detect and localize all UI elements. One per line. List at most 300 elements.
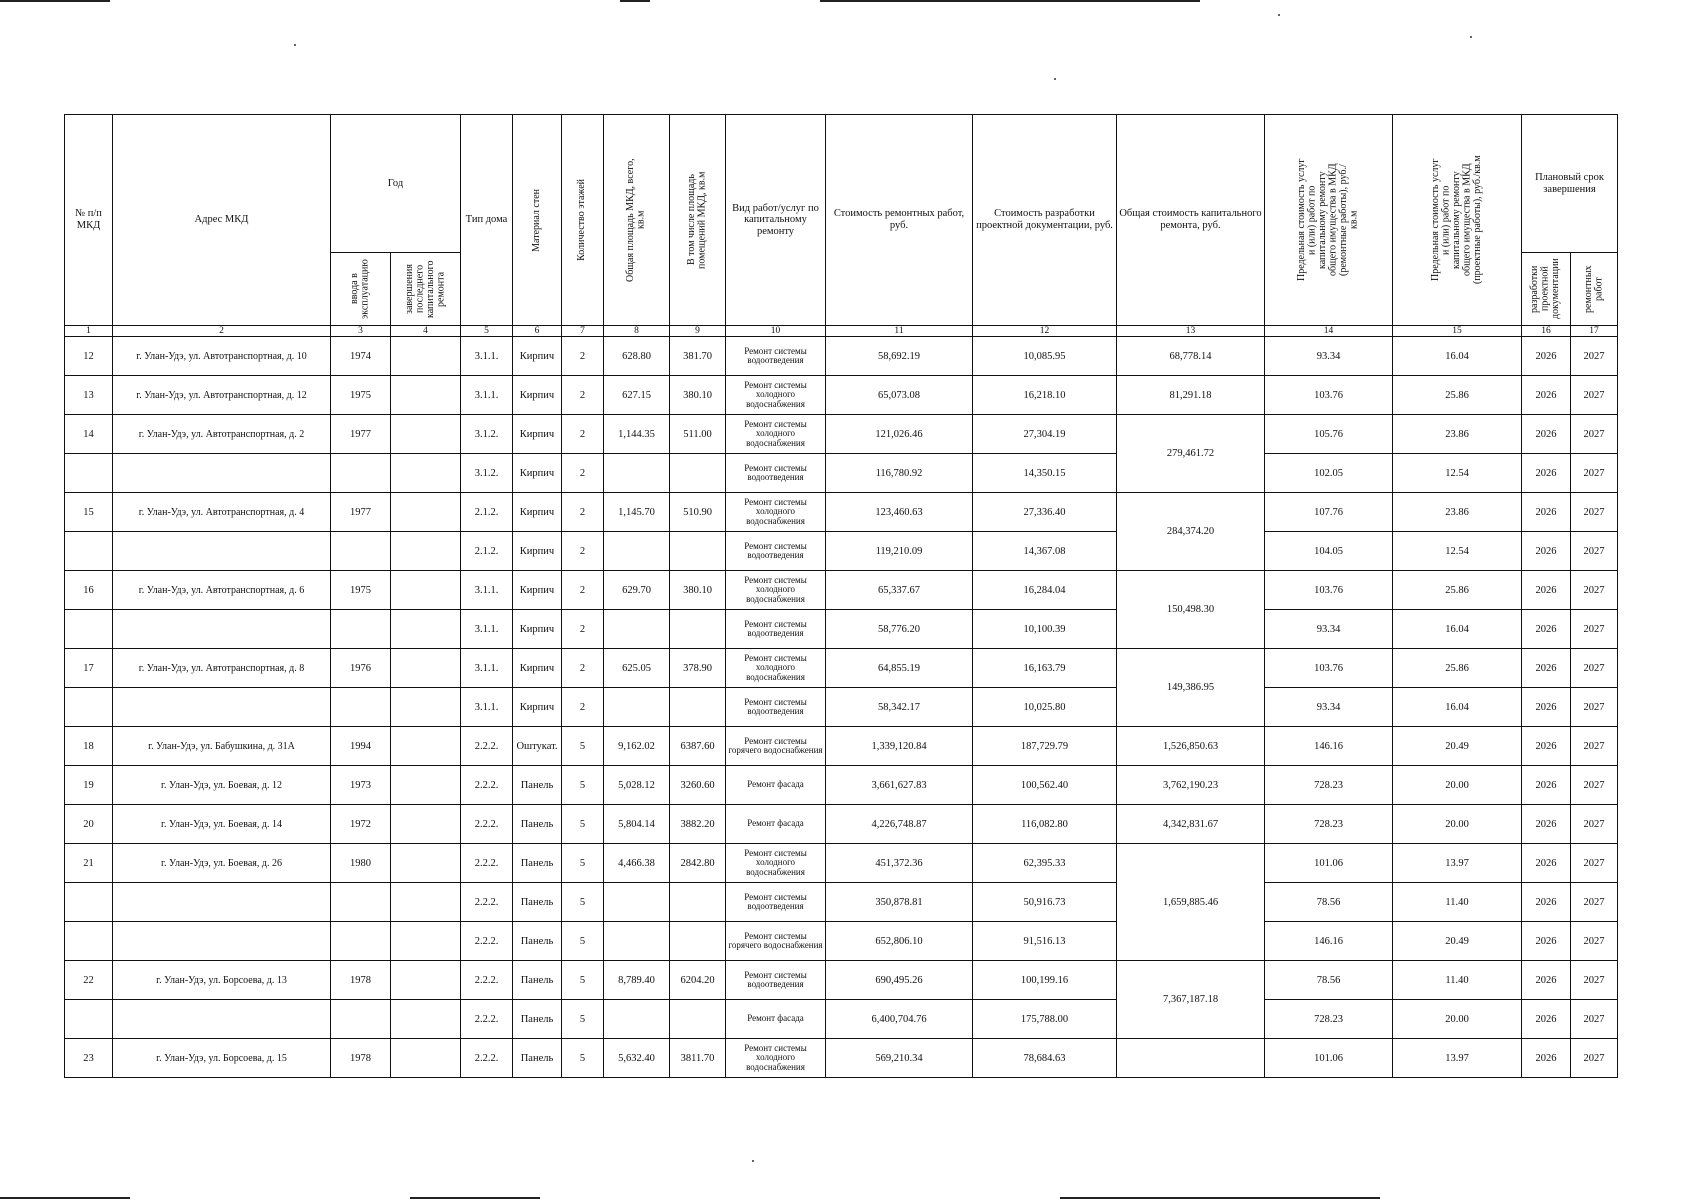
header-premises-area-text: В том числе площадь помещений МКД, кв.м — [686, 171, 708, 269]
cell-wall-material: Панель — [513, 883, 562, 922]
cell-work-type: Ремонт системы холодного водоснабжения — [726, 844, 826, 883]
cell-limit-repair: 103.76 — [1265, 649, 1393, 688]
cell-address — [113, 454, 331, 493]
cell-floors: 2 — [562, 610, 604, 649]
cell-term-repair: 2027 — [1571, 649, 1618, 688]
cell-wall-material: Оштукат. — [513, 727, 562, 766]
cell-address — [113, 532, 331, 571]
table-row — [65, 610, 1618, 649]
cell-work-type: Ремонт системы холодного водоснабжения — [726, 571, 826, 610]
cell-term-repair: 2027 — [1571, 883, 1618, 922]
cell-premises-area — [670, 532, 726, 571]
cell-year-commissioning — [331, 532, 391, 571]
table-row — [65, 805, 1618, 844]
cell-year-last-repair — [391, 805, 461, 844]
cell-term-design: 2026 — [1522, 337, 1571, 376]
cell-work-type: Ремонт системы водоотведения — [726, 532, 826, 571]
cell-term-design: 2026 — [1522, 376, 1571, 415]
cell-floors: 2 — [562, 688, 604, 727]
cell-design-cost: 10,085.95 — [973, 337, 1117, 376]
cell-floors: 5 — [562, 766, 604, 805]
cell-total-cost — [1117, 1039, 1265, 1078]
cell-term-design: 2026 — [1522, 766, 1571, 805]
cell-repair-cost: 58,692.19 — [826, 337, 973, 376]
cell-house-type: 3.1.1. — [461, 571, 513, 610]
cell-design-cost: 14,367.08 — [973, 532, 1117, 571]
header-mkd-number: № п/п МКД — [65, 115, 113, 326]
cell-year-commissioning — [331, 454, 391, 493]
table-row — [65, 376, 1618, 415]
cell-wall-material: Панель — [513, 961, 562, 1000]
cell-floors: 2 — [562, 337, 604, 376]
cell-mkd-number: 14 — [65, 415, 113, 454]
cell-mkd-number — [65, 688, 113, 727]
cell-design-cost: 10,100.39 — [973, 610, 1117, 649]
cell-floors: 2 — [562, 532, 604, 571]
table-row — [65, 337, 1618, 376]
cell-work-type: Ремонт системы горячего водоснабжения — [726, 727, 826, 766]
cell-limit-repair: 93.34 — [1265, 337, 1393, 376]
cell-repair-cost: 116,780.92 — [826, 454, 973, 493]
cell-term-repair: 2027 — [1571, 376, 1618, 415]
cell-term-repair: 2027 — [1571, 337, 1618, 376]
cell-term-design: 2026 — [1522, 883, 1571, 922]
cell-term-design: 2026 — [1522, 532, 1571, 571]
column-number: 8 — [604, 326, 670, 337]
cell-limit-repair: 103.76 — [1265, 571, 1393, 610]
cell-design-cost: 91,516.13 — [973, 922, 1117, 961]
cell-total-area: 1,144.35 — [604, 415, 670, 454]
cell-floors: 2 — [562, 454, 604, 493]
cell-limit-design: 25.86 — [1393, 649, 1522, 688]
cell-work-type: Ремонт системы холодного водоснабжения — [726, 415, 826, 454]
cell-term-repair: 2027 — [1571, 844, 1618, 883]
cell-wall-material: Панель — [513, 844, 562, 883]
column-number: 3 — [331, 326, 391, 337]
cell-repair-cost: 121,026.46 — [826, 415, 973, 454]
cell-house-type: 2.2.2. — [461, 1000, 513, 1039]
cell-address: г. Улан-Удэ, ул. Автотранспортная, д. 6 — [113, 571, 331, 610]
cell-term-repair: 2027 — [1571, 1039, 1618, 1078]
cell-total-cost: 1,659,885.46 — [1117, 844, 1265, 961]
cell-mkd-number — [65, 454, 113, 493]
cell-floors: 5 — [562, 805, 604, 844]
cell-year-last-repair — [391, 415, 461, 454]
cell-year-commissioning: 1977 — [331, 415, 391, 454]
cell-premises-area: 378.90 — [670, 649, 726, 688]
cell-floors: 2 — [562, 376, 604, 415]
cell-address: г. Улан-Удэ, ул. Автотранспортная, д. 2 — [113, 415, 331, 454]
scan-speck — [294, 44, 296, 46]
table-row — [65, 1039, 1618, 1078]
cell-term-design: 2026 — [1522, 415, 1571, 454]
cell-premises-area: 511.00 — [670, 415, 726, 454]
table-row — [65, 727, 1618, 766]
header-year-last-repair — [391, 253, 461, 326]
cell-limit-repair: 728.23 — [1265, 766, 1393, 805]
cell-address — [113, 1000, 331, 1039]
cell-design-cost: 175,788.00 — [973, 1000, 1117, 1039]
column-number: 15 — [1393, 326, 1522, 337]
cell-premises-area — [670, 1000, 726, 1039]
column-number: 12 — [973, 326, 1117, 337]
header-limit-repair-text: Предельная стоимость услуг и (или) работ по капитальному ремонту общего имущества в МКД (ремонтные работы), руб./кв.м — [1296, 158, 1360, 282]
cell-design-cost: 14,350.15 — [973, 454, 1117, 493]
table-row — [65, 493, 1618, 532]
cell-year-commissioning: 1976 — [331, 649, 391, 688]
cell-house-type: 3.1.2. — [461, 454, 513, 493]
cell-address: г. Улан-Удэ, ул. Боевая, д. 14 — [113, 805, 331, 844]
cell-total-cost: 68,778.14 — [1117, 337, 1265, 376]
cell-term-design: 2026 — [1522, 1000, 1571, 1039]
cell-design-cost: 116,082.80 — [973, 805, 1117, 844]
cell-total-cost: 279,461.72 — [1117, 415, 1265, 493]
cell-mkd-number — [65, 610, 113, 649]
cell-total-cost: 81,291.18 — [1117, 376, 1265, 415]
cell-year-last-repair — [391, 610, 461, 649]
cell-term-repair: 2027 — [1571, 454, 1618, 493]
cell-term-design: 2026 — [1522, 961, 1571, 1000]
table-row — [65, 532, 1618, 571]
cell-total-cost: 4,342,831.67 — [1117, 805, 1265, 844]
cell-premises-area: 510.90 — [670, 493, 726, 532]
cell-design-cost: 16,218.10 — [973, 376, 1117, 415]
cell-limit-design: 13.97 — [1393, 844, 1522, 883]
cell-wall-material: Кирпич — [513, 649, 562, 688]
cell-premises-area: 381.70 — [670, 337, 726, 376]
cell-term-design: 2026 — [1522, 844, 1571, 883]
cell-design-cost: 62,395.33 — [973, 844, 1117, 883]
cell-limit-repair: 93.34 — [1265, 610, 1393, 649]
header-limit-design-text: Предельная стоимость услуг и (или) работ по капитальному ремонту общего имущества в МКД (проектные работы), руб./кв.м — [1429, 155, 1483, 285]
column-number: 11 — [826, 326, 973, 337]
cell-limit-design: 16.04 — [1393, 337, 1522, 376]
cell-work-type: Ремонт системы холодного водоснабжения — [726, 493, 826, 532]
cell-repair-cost: 3,661,627.83 — [826, 766, 973, 805]
cell-year-last-repair — [391, 571, 461, 610]
cell-term-design: 2026 — [1522, 1039, 1571, 1078]
cell-year-last-repair — [391, 727, 461, 766]
cell-limit-design: 20.49 — [1393, 922, 1522, 961]
cell-year-commissioning — [331, 1000, 391, 1039]
cell-wall-material: Кирпич — [513, 337, 562, 376]
cell-address — [113, 922, 331, 961]
cell-total-area: 628.80 — [604, 337, 670, 376]
cell-term-repair: 2027 — [1571, 571, 1618, 610]
cell-term-design: 2026 — [1522, 649, 1571, 688]
cell-repair-cost: 123,460.63 — [826, 493, 973, 532]
cell-work-type: Ремонт системы водоотведения — [726, 454, 826, 493]
cell-premises-area: 380.10 — [670, 376, 726, 415]
column-number: 17 — [1571, 326, 1618, 337]
header-total-area-text: Общая площадь МКД, всего, кв.м — [625, 158, 647, 282]
header-wall-material-text: Материал стен — [530, 188, 542, 252]
cell-term-repair: 2027 — [1571, 922, 1618, 961]
cell-floors: 5 — [562, 1000, 604, 1039]
cell-total-cost: 3,762,190.23 — [1117, 766, 1265, 805]
cell-term-repair: 2027 — [1571, 610, 1618, 649]
cell-work-type: Ремонт системы водоотведения — [726, 688, 826, 727]
cell-total-cost: 1,526,850.63 — [1117, 727, 1265, 766]
cell-floors: 5 — [562, 922, 604, 961]
cell-limit-design: 11.40 — [1393, 961, 1522, 1000]
cell-mkd-number: 12 — [65, 337, 113, 376]
cell-house-type: 2.2.2. — [461, 844, 513, 883]
cell-address: г. Улан-Удэ, ул. Борсоева, д. 13 — [113, 961, 331, 1000]
cell-address — [113, 883, 331, 922]
cell-wall-material: Кирпич — [513, 454, 562, 493]
cell-address: г. Улан-Удэ, ул. Борсоева, д. 15 — [113, 1039, 331, 1078]
cell-limit-repair: 101.06 — [1265, 844, 1393, 883]
header-total-cost: Общая стоимость капитального ремонта, руб. — [1117, 115, 1265, 326]
cell-term-repair: 2027 — [1571, 727, 1618, 766]
cell-year-commissioning: 1974 — [331, 337, 391, 376]
cell-work-type: Ремонт системы водоотведения — [726, 337, 826, 376]
cell-repair-cost: 350,878.81 — [826, 883, 973, 922]
cell-mkd-number: 18 — [65, 727, 113, 766]
cell-repair-cost: 6,400,704.76 — [826, 1000, 973, 1039]
cell-house-type: 3.1.1. — [461, 688, 513, 727]
scan-edge-bottom-left — [0, 1197, 130, 1199]
cell-limit-design: 11.40 — [1393, 883, 1522, 922]
cell-total-area — [604, 532, 670, 571]
cell-year-commissioning — [331, 922, 391, 961]
cell-term-design: 2026 — [1522, 805, 1571, 844]
cell-total-area — [604, 883, 670, 922]
cell-year-last-repair — [391, 376, 461, 415]
header-term-repair — [1571, 253, 1618, 326]
cell-term-repair: 2027 — [1571, 805, 1618, 844]
cell-limit-design: 12.54 — [1393, 532, 1522, 571]
cell-total-area: 4,466.38 — [604, 844, 670, 883]
cell-total-cost: 150,498.30 — [1117, 571, 1265, 649]
cell-design-cost: 27,336.40 — [973, 493, 1117, 532]
column-number: 6 — [513, 326, 562, 337]
cell-limit-repair: 146.16 — [1265, 727, 1393, 766]
cell-total-area — [604, 922, 670, 961]
cell-floors: 2 — [562, 571, 604, 610]
table-row — [65, 688, 1618, 727]
cell-total-cost: 7,367,187.18 — [1117, 961, 1265, 1039]
cell-year-last-repair — [391, 688, 461, 727]
cell-year-commissioning — [331, 610, 391, 649]
cell-floors: 5 — [562, 883, 604, 922]
cell-term-design: 2026 — [1522, 922, 1571, 961]
cell-house-type: 2.2.2. — [461, 922, 513, 961]
cell-term-repair: 2027 — [1571, 532, 1618, 571]
column-number: 7 — [562, 326, 604, 337]
cell-limit-repair: 107.76 — [1265, 493, 1393, 532]
cell-work-type: Ремонт системы водоотведения — [726, 883, 826, 922]
cell-floors: 5 — [562, 1039, 604, 1078]
cell-wall-material: Панель — [513, 805, 562, 844]
cell-year-last-repair — [391, 883, 461, 922]
cell-house-type: 3.1.1. — [461, 337, 513, 376]
cell-work-type: Ремонт системы горячего водоснабжения — [726, 922, 826, 961]
cell-year-commissioning: 1978 — [331, 961, 391, 1000]
scan-edge-bottom-mid — [410, 1197, 540, 1199]
header-wall-material — [513, 115, 562, 326]
cell-limit-design: 20.00 — [1393, 1000, 1522, 1039]
cell-limit-design: 16.04 — [1393, 610, 1522, 649]
table-row — [65, 922, 1618, 961]
table-row — [65, 1000, 1618, 1039]
cell-repair-cost: 58,342.17 — [826, 688, 973, 727]
cell-house-type: 2.2.2. — [461, 766, 513, 805]
table-row — [65, 571, 1618, 610]
cell-floors: 2 — [562, 493, 604, 532]
header-work-type: Вид работ/услуг по капитальному ремонту — [726, 115, 826, 326]
cell-total-area — [604, 1000, 670, 1039]
cell-floors: 2 — [562, 649, 604, 688]
cell-limit-design: 16.04 — [1393, 688, 1522, 727]
cell-premises-area — [670, 454, 726, 493]
table-row — [65, 883, 1618, 922]
cell-total-area — [604, 610, 670, 649]
cell-year-commissioning: 1975 — [331, 376, 391, 415]
cell-mkd-number: 21 — [65, 844, 113, 883]
cell-year-last-repair — [391, 922, 461, 961]
cell-year-last-repair — [391, 1000, 461, 1039]
column-number: 9 — [670, 326, 726, 337]
cell-work-type: Ремонт системы холодного водоснабжения — [726, 649, 826, 688]
cell-work-type: Ремонт системы холодного водоснабжения — [726, 1039, 826, 1078]
cell-premises-area — [670, 688, 726, 727]
cell-limit-repair: 103.76 — [1265, 376, 1393, 415]
cell-wall-material: Кирпич — [513, 532, 562, 571]
cell-address: г. Улан-Удэ, ул. Автотранспортная, д. 10 — [113, 337, 331, 376]
cell-design-cost: 10,025.80 — [973, 688, 1117, 727]
cell-mkd-number: 23 — [65, 1039, 113, 1078]
cell-premises-area: 380.10 — [670, 571, 726, 610]
cell-year-commissioning — [331, 688, 391, 727]
cell-term-repair: 2027 — [1571, 766, 1618, 805]
cell-term-design: 2026 — [1522, 571, 1571, 610]
cell-mkd-number — [65, 532, 113, 571]
cell-limit-repair: 104.05 — [1265, 532, 1393, 571]
cell-limit-design: 13.97 — [1393, 1039, 1522, 1078]
cell-total-area — [604, 688, 670, 727]
header-address: Адрес МКД — [113, 115, 331, 326]
cell-term-repair: 2027 — [1571, 493, 1618, 532]
cell-term-repair: 2027 — [1571, 415, 1618, 454]
cell-mkd-number — [65, 1000, 113, 1039]
header-design-cost: Стоимость разработки проектной документации, руб. — [973, 115, 1117, 326]
column-number-row — [65, 326, 1618, 337]
cell-total-area: 8,789.40 — [604, 961, 670, 1000]
cell-year-commissioning: 1977 — [331, 493, 391, 532]
cell-limit-design: 25.86 — [1393, 376, 1522, 415]
header-year: Год — [331, 115, 461, 253]
cell-repair-cost: 119,210.09 — [826, 532, 973, 571]
cell-design-cost: 16,163.79 — [973, 649, 1117, 688]
header-year-commissioning-text: ввода в эксплуатацию — [349, 259, 371, 319]
cell-mkd-number: 20 — [65, 805, 113, 844]
cell-premises-area: 3260.60 — [670, 766, 726, 805]
header-year-last-repair-text: завершения последнего капитального ремонта — [403, 260, 446, 318]
cell-term-repair: 2027 — [1571, 961, 1618, 1000]
cell-limit-design: 20.00 — [1393, 766, 1522, 805]
cell-work-type: Ремонт системы водоотведения — [726, 961, 826, 1000]
cell-year-last-repair — [391, 532, 461, 571]
header-premises-area — [670, 115, 726, 326]
cell-limit-design: 20.49 — [1393, 727, 1522, 766]
cell-house-type: 2.2.2. — [461, 805, 513, 844]
scan-speck — [1278, 14, 1280, 16]
cell-floors: 5 — [562, 961, 604, 1000]
cell-wall-material: Кирпич — [513, 415, 562, 454]
cell-house-type: 2.2.2. — [461, 727, 513, 766]
cell-design-cost: 100,199.16 — [973, 961, 1117, 1000]
cell-house-type: 2.2.2. — [461, 883, 513, 922]
cell-premises-area — [670, 610, 726, 649]
cell-total-area: 1,145.70 — [604, 493, 670, 532]
cell-address: г. Улан-Удэ, ул. Автотранспортная, д. 4 — [113, 493, 331, 532]
cell-address: г. Улан-Удэ, ул. Автотранспортная, д. 8 — [113, 649, 331, 688]
cell-total-area: 9,162.02 — [604, 727, 670, 766]
cell-wall-material: Кирпич — [513, 571, 562, 610]
cell-repair-cost: 58,776.20 — [826, 610, 973, 649]
cell-design-cost: 50,916.73 — [973, 883, 1117, 922]
column-number: 10 — [726, 326, 826, 337]
cell-address: г. Улан-Удэ, ул. Боевая, д. 26 — [113, 844, 331, 883]
cell-limit-repair: 102.05 — [1265, 454, 1393, 493]
cell-year-commissioning: 1973 — [331, 766, 391, 805]
cell-year-commissioning: 1972 — [331, 805, 391, 844]
header-term-repair-text: ремонтных работ — [1582, 265, 1604, 313]
cell-limit-repair: 93.34 — [1265, 688, 1393, 727]
scan-edge-bottom-right — [1060, 1197, 1380, 1199]
column-number: 5 — [461, 326, 513, 337]
cell-design-cost: 16,284.04 — [973, 571, 1117, 610]
cell-repair-cost: 451,372.36 — [826, 844, 973, 883]
cell-work-type: Ремонт фасада — [726, 766, 826, 805]
header-floors — [562, 115, 604, 326]
cell-term-repair: 2027 — [1571, 1000, 1618, 1039]
header-limit-repair — [1265, 115, 1393, 326]
cell-wall-material: Панель — [513, 766, 562, 805]
cell-premises-area: 6387.60 — [670, 727, 726, 766]
header-planned-term: Плановый срок завершения — [1522, 115, 1618, 253]
cell-address: г. Улан-Удэ, ул. Автотранспортная, д. 12 — [113, 376, 331, 415]
cell-year-commissioning: 1980 — [331, 844, 391, 883]
cell-wall-material: Кирпич — [513, 688, 562, 727]
cell-year-last-repair — [391, 1039, 461, 1078]
cell-repair-cost: 1,339,120.84 — [826, 727, 973, 766]
cell-address — [113, 688, 331, 727]
header-row — [65, 115, 1618, 253]
cell-total-area: 5,028.12 — [604, 766, 670, 805]
column-number: 16 — [1522, 326, 1571, 337]
table-row — [65, 844, 1618, 883]
cell-wall-material: Панель — [513, 922, 562, 961]
cell-limit-design: 23.86 — [1393, 415, 1522, 454]
cell-term-design: 2026 — [1522, 688, 1571, 727]
cell-year-commissioning: 1994 — [331, 727, 391, 766]
cell-limit-repair: 146.16 — [1265, 922, 1393, 961]
cell-address: г. Улан-Удэ, ул. Боевая, д. 12 — [113, 766, 331, 805]
scan-speck — [752, 1160, 754, 1162]
cell-wall-material: Панель — [513, 1039, 562, 1078]
cell-house-type: 2.2.2. — [461, 1039, 513, 1078]
cell-limit-repair: 728.23 — [1265, 805, 1393, 844]
cell-limit-repair: 101.06 — [1265, 1039, 1393, 1078]
cell-mkd-number: 16 — [65, 571, 113, 610]
cell-premises-area: 3811.70 — [670, 1039, 726, 1078]
header-term-design-text: разработки проектной документации — [1529, 258, 1562, 320]
cell-total-area: 625.05 — [604, 649, 670, 688]
cell-total-area: 627.15 — [604, 376, 670, 415]
